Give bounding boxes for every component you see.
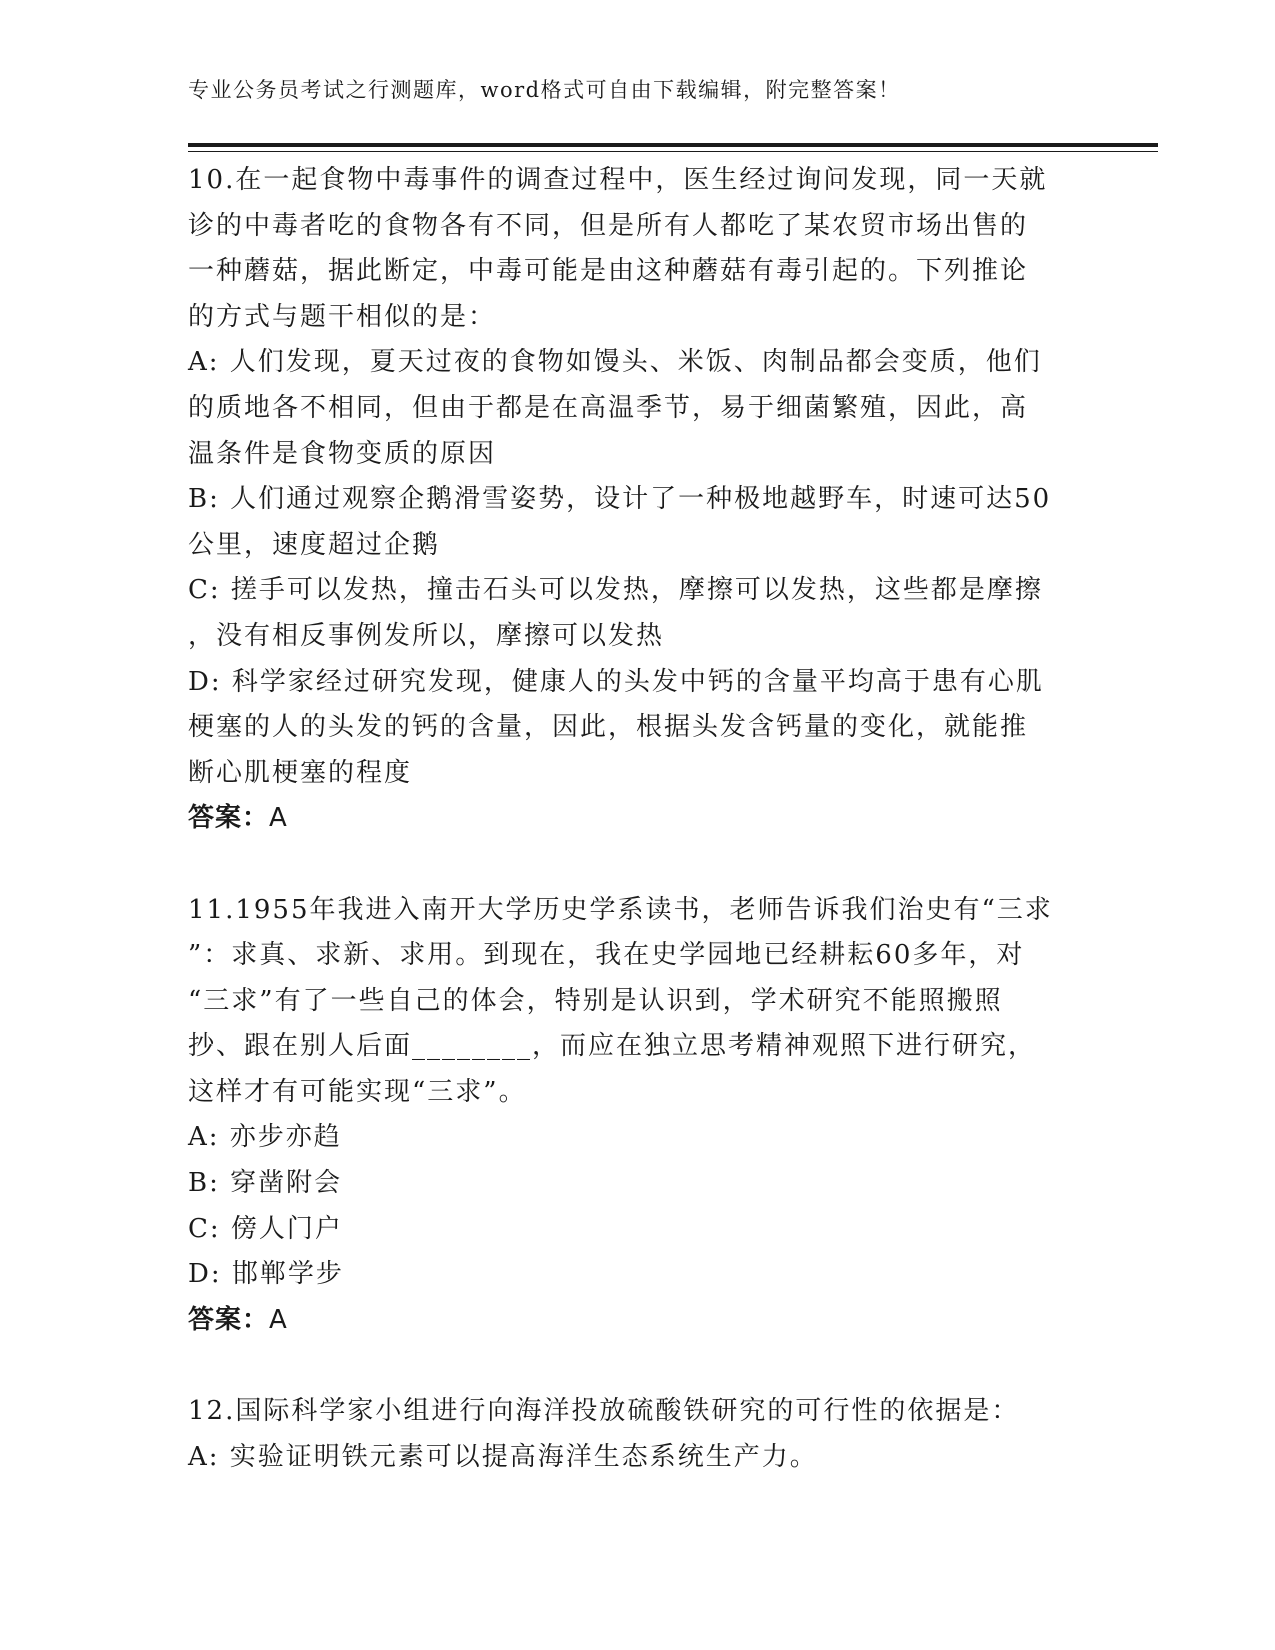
option-line: C: 搓手可以发热，撞击石头可以发热，摩擦可以发热，这些都是摩擦 <box>188 575 1043 606</box>
option-line: B: 穿凿附会 <box>188 1168 343 1199</box>
question-stem-line: 11.1955年我进入南开大学历史学系读书，老师告诉我们治史有“三求 <box>188 894 1053 925</box>
question-stem-line: 抄、跟在别人后面________，而应在独立思考精神观照下进行研究， <box>188 1031 1037 1062</box>
option-line: 断心肌梗塞的程度 <box>188 757 413 788</box>
question-stem-line: “三求”有了一些自己的体会，特别是认识到，学术研究不能照搬照 <box>188 985 1003 1016</box>
question-stem-line: 这样才有可能实现“三求”。 <box>188 1076 527 1107</box>
answer-line <box>188 796 1088 842</box>
answer-value: A <box>269 803 289 834</box>
option-line: 梗塞的人的头发的钙的含量，因此，根据头发含钙量的变化，就能推 <box>188 712 1029 743</box>
question-12 <box>188 1389 1088 1480</box>
question-stem-line: 12.国际科学家小组进行向海洋投放硫酸铁研究的可行性的依据是： <box>188 1396 1020 1427</box>
option-line: C: 傍人门户 <box>188 1213 343 1244</box>
option-line: A: 实验证明铁元素可以提高海洋生态系统生产力。 <box>188 1441 818 1472</box>
question-stem-line: 10.在一起食物中毒事件的调查过程中，医生经过询问发现，同一天就 <box>188 165 1048 195</box>
question-11 <box>188 888 1088 1344</box>
question-content <box>188 158 1088 1480</box>
option-line: ，没有相反事例发所以，摩擦可以发热 <box>188 620 665 651</box>
header-rule-thick <box>188 143 1158 147</box>
question-stem-line: 一种蘑菇，据此断定，中毒可能是由这种蘑菇有毒引起的。下列推论 <box>188 256 1029 287</box>
option-line: 公里，速度超过企鹅 <box>188 529 441 560</box>
question-stem-line: 诊的中毒者吃的食物各有不同，但是所有人都吃了某农贸市场出售的 <box>188 210 1029 241</box>
header-rule-thin <box>188 151 1158 152</box>
option-line: D: 邯郸学步 <box>188 1259 344 1290</box>
question-stem-line: 的方式与题干相似的是： <box>188 301 497 332</box>
option-line: 的质地各不相同，但由于都是在高温季节，易于细菌繁殖，因此，高 <box>188 392 1029 423</box>
page-header: 专业公务员考试之行测题库，word格式可自由下载编辑，附完整答案！ <box>188 78 901 102</box>
question-10 <box>188 158 1088 842</box>
answer-label: 答案： <box>188 803 270 834</box>
option-line: A: 亦步亦趋 <box>188 1122 342 1153</box>
option-line: B: 人们通过观察企鹅滑雪姿势，设计了一种极地越野车，时速可达50 <box>188 484 1052 515</box>
option-line: A: 人们发现，夏天过夜的食物如馒头、米饭、肉制品都会变质，他们 <box>188 347 1042 378</box>
answer-value: A <box>269 1304 289 1335</box>
question-spacer <box>188 842 1088 888</box>
option-line: D: 科学家经过研究发现，健康人的头发中钙的含量平均高于患有心肌 <box>188 666 1044 697</box>
question-stem-line: ”：求真、求新、求用。到现在，我在史学园地已经耕耘60多年，对 <box>188 940 1025 971</box>
question-spacer <box>188 1343 1088 1389</box>
answer-label: 答案： <box>188 1304 270 1335</box>
option-line: 温条件是食物变质的原因 <box>188 438 497 469</box>
answer-line <box>188 1298 1088 1344</box>
